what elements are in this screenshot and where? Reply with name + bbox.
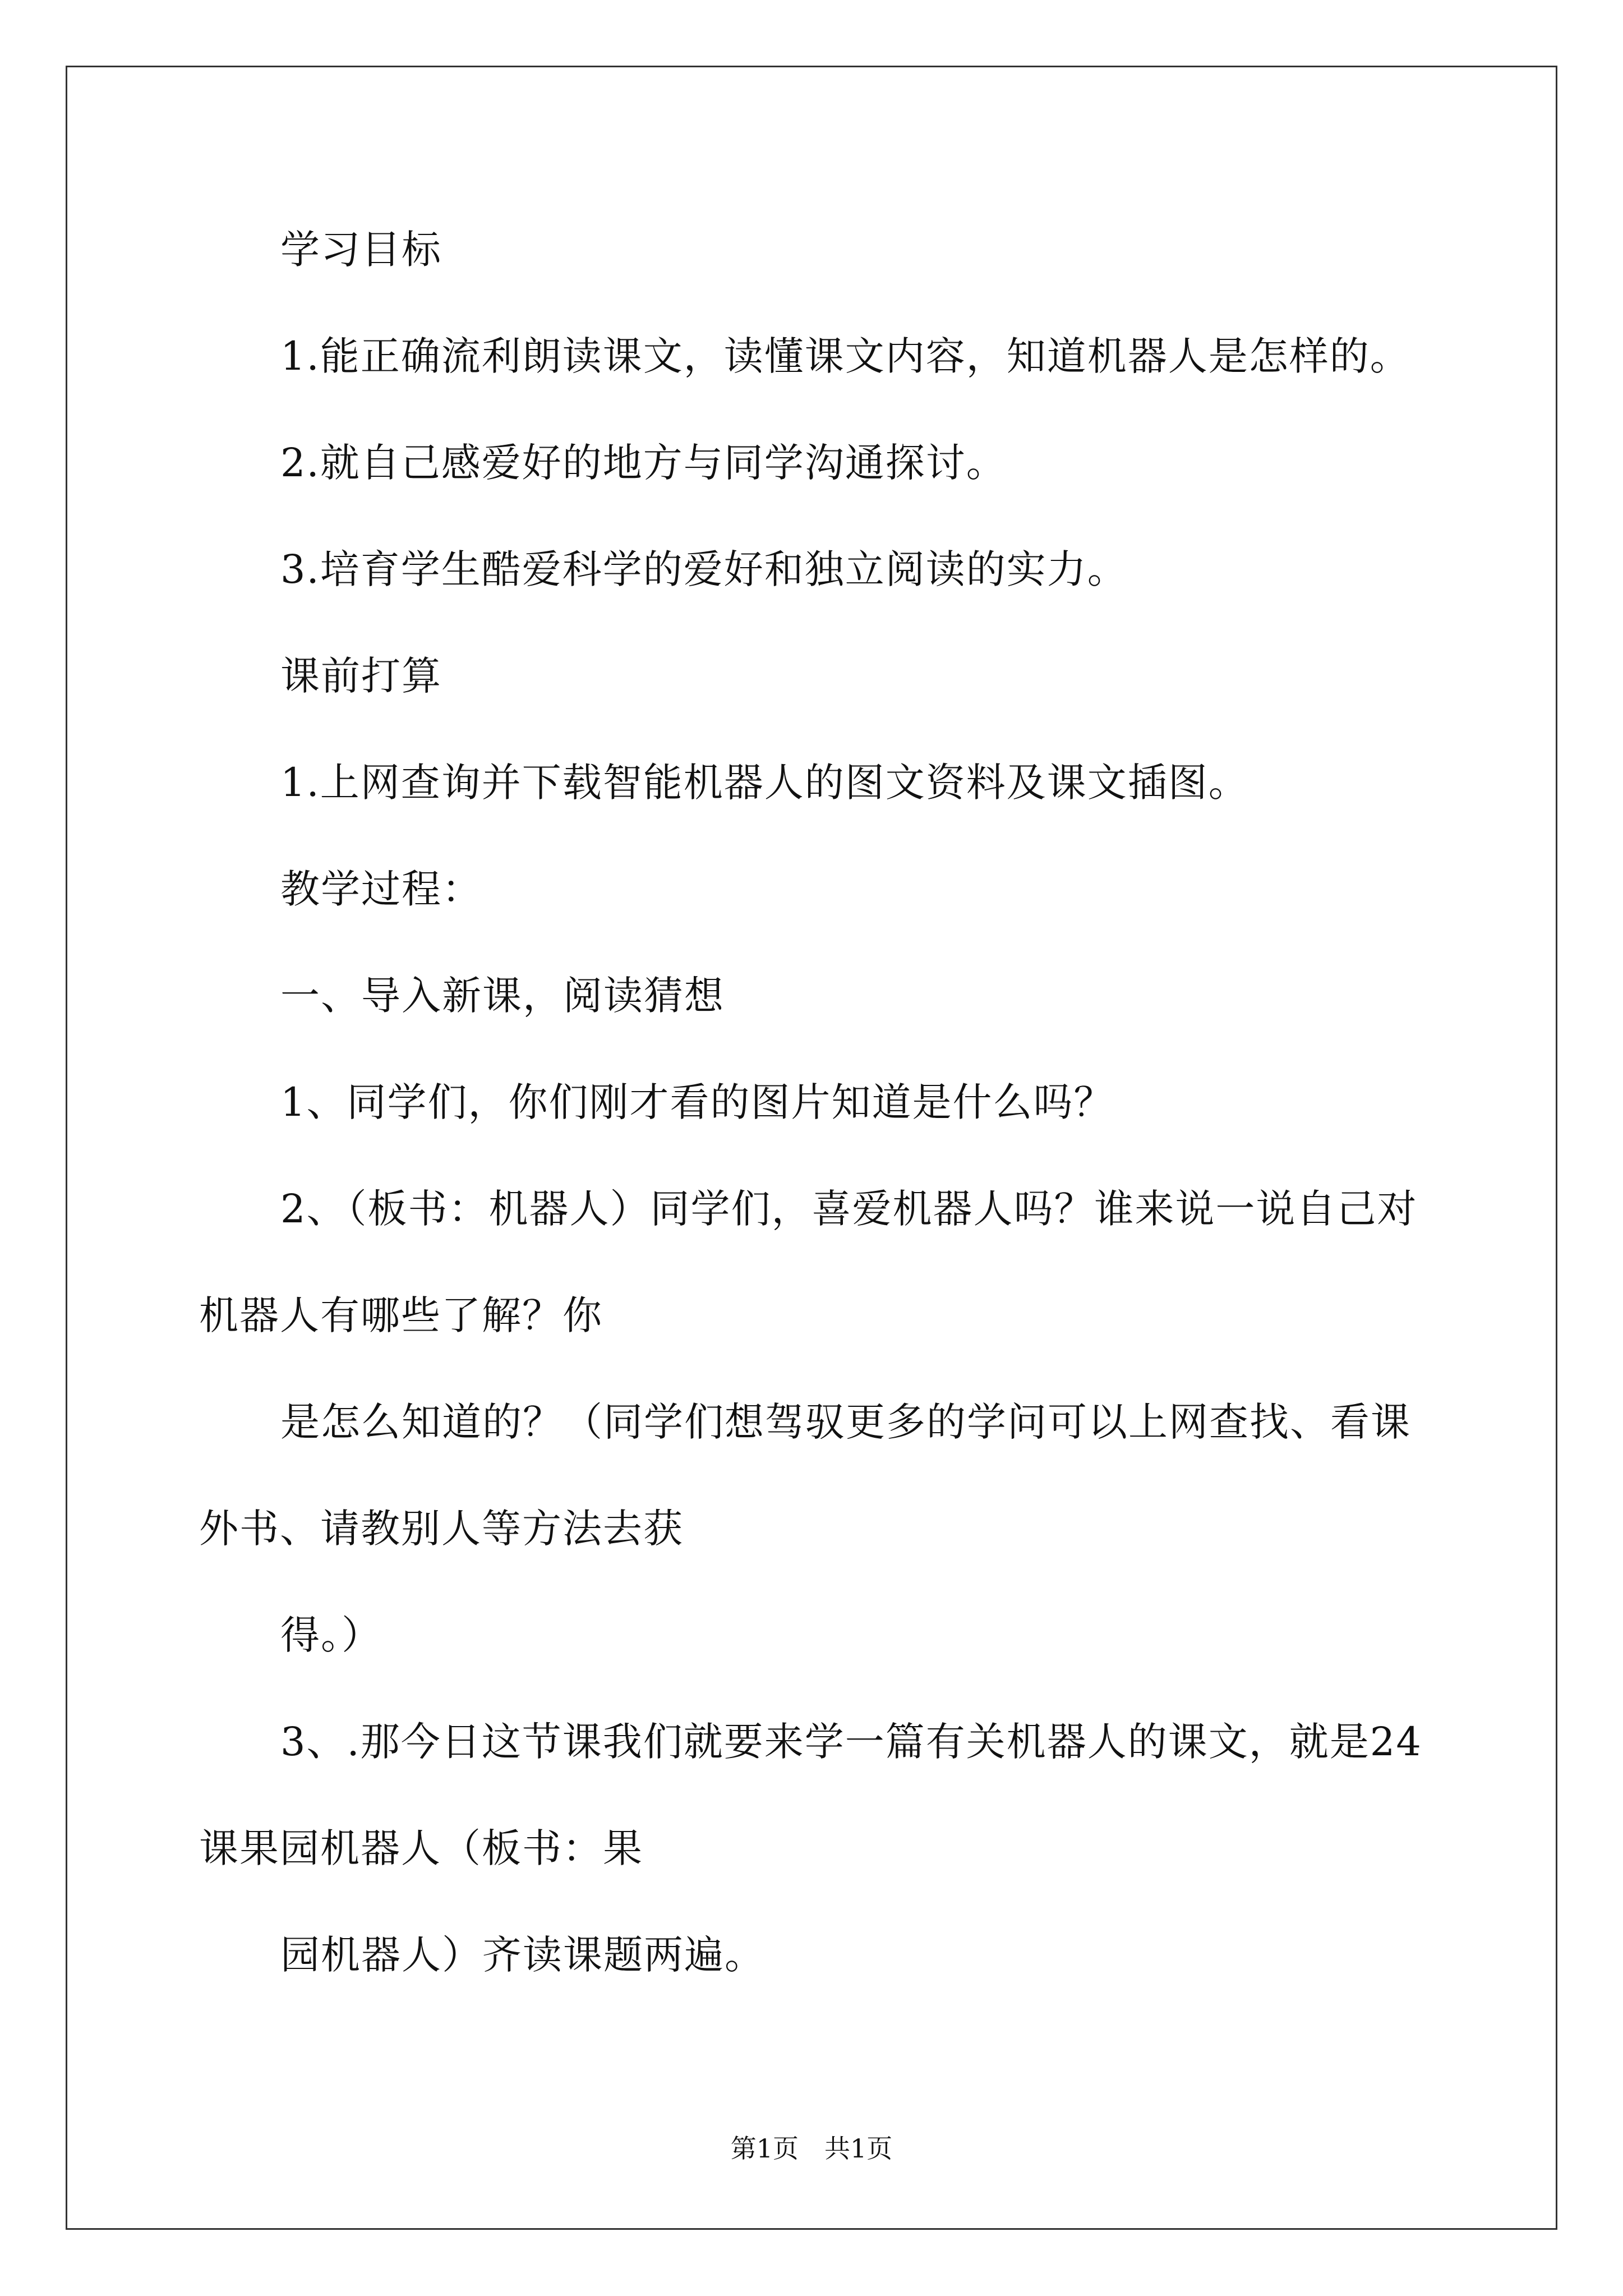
paragraph-line: 1、同学们，你们刚才看的图片知道是什么吗？ (280, 1079, 1114, 1125)
section-heading-process: 教学过程： (280, 866, 482, 912)
paragraph-line: 1.上网查询并下载智能机器人的图文资料及课文插图。 (280, 760, 1249, 806)
paragraph-line: 是怎么知道的？（同学们想驾驭更多的学问可以上网查找、看课 (280, 1399, 1411, 1445)
page-footer: 第1页 共1页 (730, 2133, 893, 2164)
page-border (66, 66, 1557, 2230)
paragraph-line: 3、.那今日这节课我们就要来学一篇有关机器人的课文，就是24 (280, 1719, 1422, 1765)
section-heading-preparation: 课前打算 (280, 653, 442, 699)
paragraph-line: 1.能正确流利朗读课文，读懂课文内容，知道机器人是怎样的。 (280, 333, 1410, 379)
paragraph-line: 得。） (280, 1612, 382, 1658)
paragraph-line: 园机器人）齐读课题两遍。 (280, 1932, 765, 1978)
paragraph-line: 2.就自己感爱好的地方与同学沟通探讨。 (280, 440, 1007, 486)
paragraph-line: 2、（板书：机器人）同学们，喜爱机器人吗？谁来说一说自己对 (280, 1186, 1418, 1232)
paragraph-line: 外书、请教别人等方法去获 (199, 1506, 684, 1552)
section-heading-objectives: 学习目标 (280, 227, 442, 273)
paragraph-line: 课果园机器人（板书：果 (199, 1825, 643, 1871)
paragraph-line: 3.培育学生酷爱科学的爱好和独立阅读的实力。 (280, 546, 1128, 592)
subsection-heading: 一、导入新课，阅读猜想 (280, 973, 725, 1019)
paragraph-line: 机器人有哪些了解？你 (199, 1292, 603, 1338)
